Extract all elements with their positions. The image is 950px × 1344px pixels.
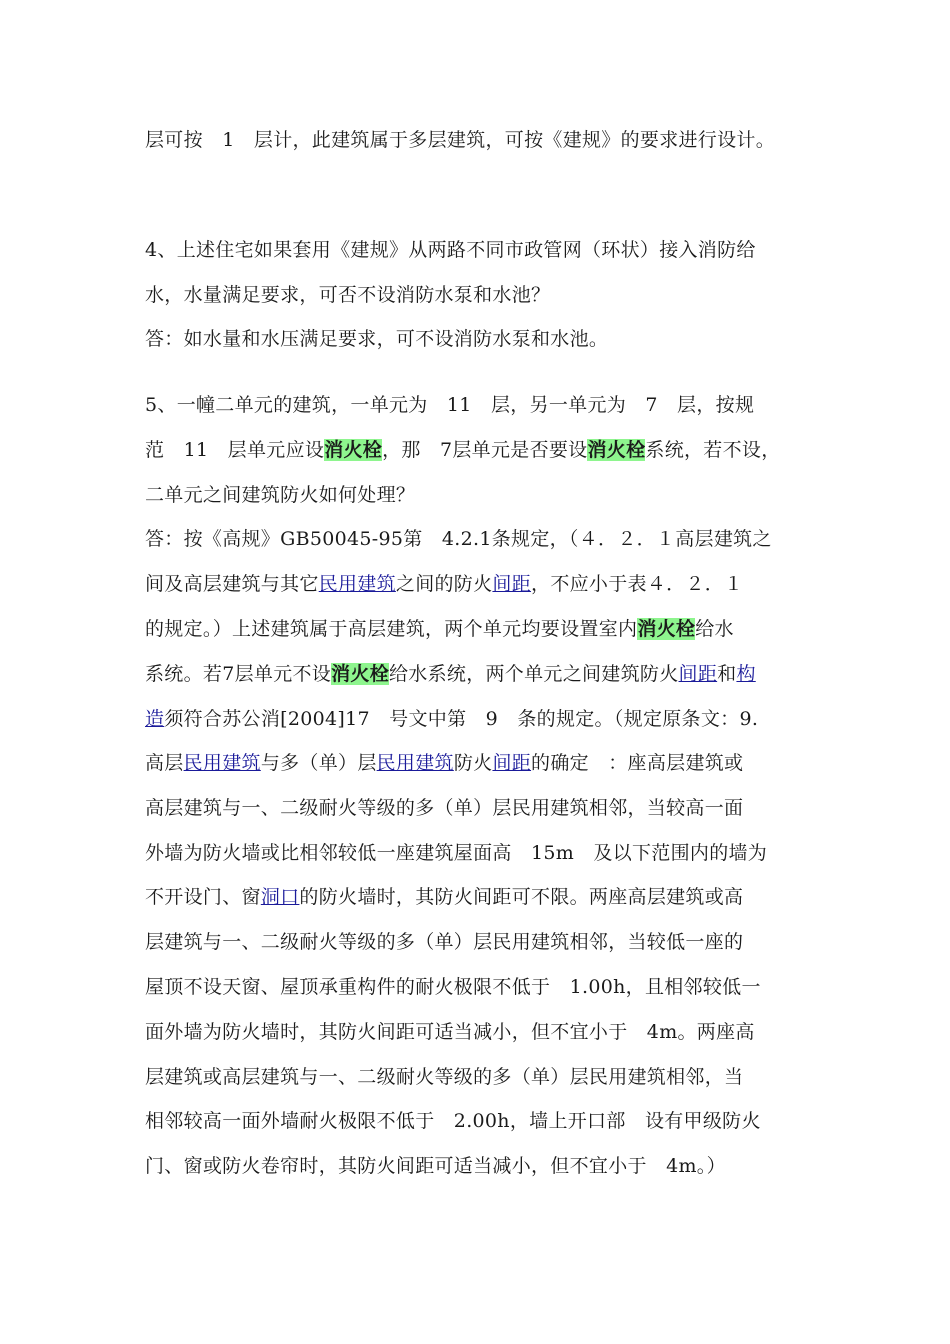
text-span: 范 11 层单元应设	[145, 439, 325, 461]
text-span: 水，水量满足要求，可否不设消防水泵和水池？	[145, 284, 551, 306]
text-line	[145, 392, 754, 418]
text-line	[145, 795, 743, 821]
text-span: 答：按《高规》GB50045-95第 4.2.1条规定，（４．２．１高层建筑之	[145, 528, 772, 550]
text-span: 面外墙为防火墙时，其防火间距可适当减小，但不宜小于 4m。两座高	[145, 1021, 755, 1043]
text-span: ，那 7层单元是否要设	[382, 439, 588, 461]
text-span: 的确定 ：座高层建筑或	[531, 752, 744, 774]
text-line	[145, 884, 743, 910]
text-span: 5、一幢二单元的建筑，一单元为 11 层，另一单元为 7 层，按规	[145, 394, 755, 416]
text-line	[145, 661, 756, 687]
term-link[interactable]: 民用建筑	[318, 573, 396, 595]
text-span: 高层	[145, 752, 184, 774]
text-line	[145, 929, 743, 955]
term-link[interactable]: 间距	[492, 752, 532, 774]
text-line	[145, 571, 743, 597]
text-line	[145, 840, 767, 866]
text-span: 屋顶不设天窗、屋顶承重构件的耐火极限不低于 1.00h，且相邻较低一	[145, 976, 761, 998]
highlighted-term: 消火栓	[331, 663, 389, 685]
term-link[interactable]: 间距	[492, 573, 532, 595]
highlighted-term: 消火栓	[587, 439, 646, 461]
text-span: 门、窗或防火卷帘时，其防火间距可适当减小，但不宜小于 4m。）	[145, 1155, 726, 1177]
text-span: 的防火墙时，其防火间距可不限。两座高层建筑或高	[299, 886, 744, 908]
term-link[interactable]: 造	[145, 708, 165, 730]
highlighted-term: 消火栓	[637, 618, 696, 640]
text-span: 层可按 1 层计，此建筑属于多层建筑，可按《建规》的要求进行设计。	[145, 129, 775, 151]
text-line	[145, 1108, 761, 1134]
text-span: 给水系统，两个单元之间建筑防火	[389, 663, 679, 685]
text-span: 相邻较高一面外墙耐火极限不低于 2.00h，墙上开口部 设有甲级防火	[145, 1110, 761, 1132]
text-line	[145, 526, 772, 552]
text-span: 二单元之间建筑防火如何处理？	[145, 484, 416, 506]
text-line	[145, 127, 775, 153]
text-line	[145, 1064, 743, 1090]
term-link[interactable]: 民用建筑	[183, 752, 261, 774]
text-span: 给水	[695, 618, 734, 640]
text-span: 防火	[453, 752, 493, 774]
text-line	[145, 616, 734, 642]
term-link[interactable]: 民用建筑	[376, 752, 454, 774]
text-line	[145, 237, 756, 263]
text-line	[145, 974, 761, 1000]
text-span: 层建筑与一、二级耐火等级的多（单）层民用建筑相邻，当较低一座的	[145, 931, 744, 953]
text-line	[145, 282, 550, 308]
text-span: 4、上述住宅如果套用《建规》从两路不同市政管网（环状）接入消防给	[145, 239, 756, 261]
term-link[interactable]: 构	[736, 663, 756, 685]
text-span: 之间的防火	[395, 573, 493, 595]
text-span: 须符合苏公消[2004]17 号文中第 9 条的规定。（规定原条文：9.	[164, 708, 759, 730]
text-span: 高层建筑与一、二级耐火等级的多（单）层民用建筑相邻，当较高一面	[145, 797, 744, 819]
text-span: 答：如水量和水压满足要求，可不设消防水泵和水池。	[145, 328, 609, 350]
text-line	[145, 1153, 726, 1179]
text-span: 和	[717, 663, 737, 685]
text-line	[145, 437, 781, 463]
text-span: ，不应小于表４．２．１	[531, 573, 744, 595]
text-span: 系统。若7层单元不设	[145, 663, 332, 685]
text-span: 系统，若不设，	[645, 439, 781, 461]
text-line	[145, 750, 743, 776]
text-line	[145, 482, 415, 508]
text-span: 的规定。）上述建筑属于高层建筑，两个单元均要设置室内	[145, 618, 638, 640]
text-line	[145, 326, 608, 352]
text-span: 外墙为防火墙或比相邻较低一座建筑屋面高 15m 及以下范围内的墙为	[145, 842, 768, 864]
term-link[interactable]: 间距	[678, 663, 718, 685]
text-span: 层建筑或高层建筑与一、二级耐火等级的多（单）层民用建筑相邻，当	[145, 1066, 744, 1088]
highlighted-term: 消火栓	[324, 439, 383, 461]
text-span: 间及高层建筑与其它	[145, 573, 319, 595]
text-span: 不开设门、窗	[145, 886, 261, 908]
text-line	[145, 1019, 755, 1045]
term-link[interactable]: 洞口	[260, 886, 300, 908]
text-span: 与多（单）层	[260, 752, 377, 774]
text-line	[145, 706, 758, 732]
